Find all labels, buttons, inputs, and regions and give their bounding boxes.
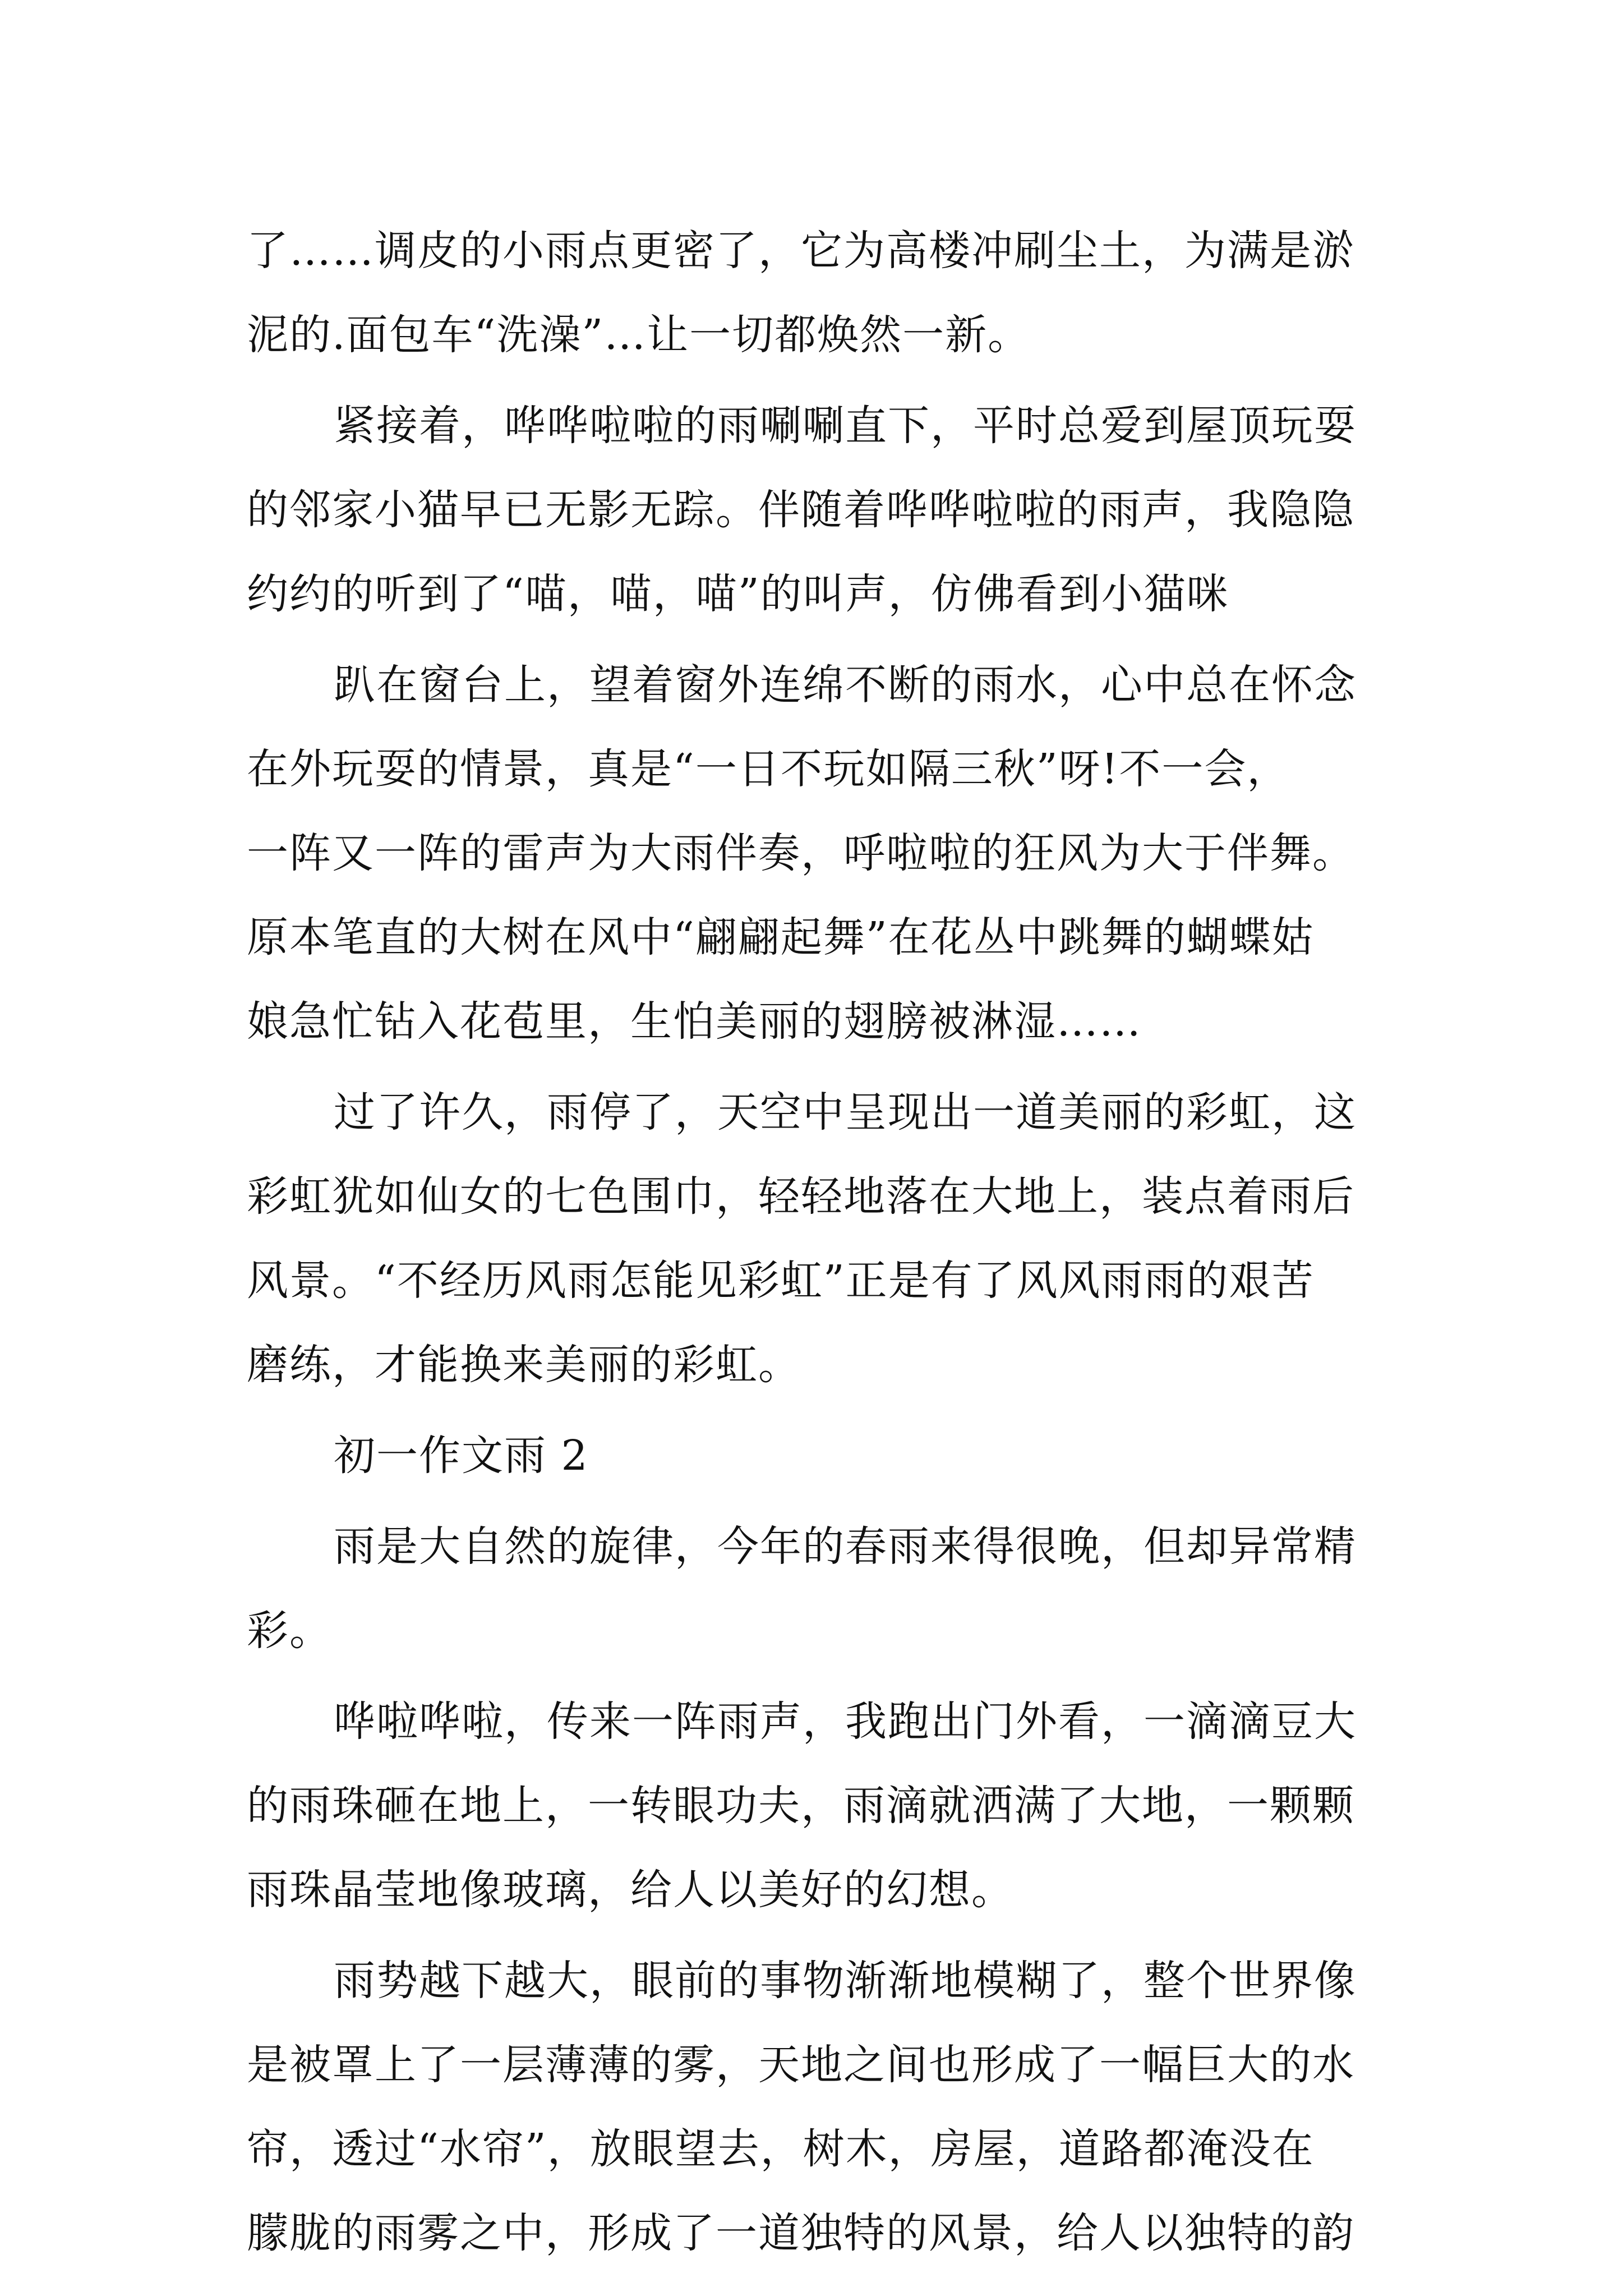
text-line: 一阵又一阵的雷声为大雨伴奏，呼啦啦的狂风为大于伴舞。 <box>247 829 1355 877</box>
text-line: 的邻家小猫早已无影无踪。伴随着哗哗啦啦的雨声，我隐隐 <box>247 486 1355 534</box>
text-line: 紧接着，哗哗啦啦的雨唰唰直下，平时总爱到屋顶玩耍 <box>334 402 1357 450</box>
text-line: 的雨珠砸在地上，一转眼功夫，雨滴就洒满了大地，一颗颗 <box>247 1782 1355 1830</box>
text-line: 原本笔直的大树在风中“翩翩起舞”在花丛中跳舞的蝴蝶姑 <box>247 913 1315 961</box>
paragraph <box>247 1680 1391 1932</box>
text-line: 彩。 <box>247 1607 332 1655</box>
paragraph <box>247 384 1391 636</box>
text-line: 风景。“不经历风雨怎能见彩虹”正是有了风风雨雨的艰苦 <box>247 1257 1315 1305</box>
text-line: 过了许久，雨停了，天空中呈现出一道美丽的彩虹，这 <box>334 1088 1357 1137</box>
paragraph <box>247 209 1391 377</box>
document-body <box>247 209 1391 2275</box>
paragraph <box>247 1504 1391 1673</box>
paragraph <box>247 1070 1391 1407</box>
text-line: 哗啦哗啦，传来一阵雨声，我跑出门外看，一滴滴豆大 <box>334 1697 1357 1746</box>
section-heading <box>247 1414 1391 1498</box>
text-line: 娘急忙钻入花苞里，生怕美丽的翅膀被淋湿…… <box>247 997 1142 1046</box>
text-line: 彩虹犹如仙女的七色围巾，轻轻地落在大地上，装点着雨后 <box>247 1172 1355 1221</box>
paragraph <box>247 1939 1391 2275</box>
paragraph <box>247 643 1391 1064</box>
text-line: 雨是大自然的旋律，今年的春雨来得很晚，但却异常精 <box>334 1522 1357 1571</box>
text-line: 磨练，才能换来美丽的彩虹。 <box>247 1341 801 1389</box>
text-line: 了……调皮的小雨点更密了，它为高楼冲刷尘土，为满是淤 <box>247 227 1355 275</box>
text-line: 雨势越下越大，眼前的事物渐渐地模糊了，整个世界像 <box>334 1957 1357 2005</box>
text-line: 朦胧的雨雾之中，形成了一道独特的风景，给人以独特的韵 <box>247 2209 1355 2257</box>
text-line: 帘，透过“水帘”，放眼望去，树木，房屋，道路都淹没在 <box>247 2125 1315 2173</box>
text-line: 雨珠晶莹地像玻璃，给人以美好的幻想。 <box>247 1866 1014 1914</box>
text-line: 在外玩耍的情景，真是“一日不玩如隔三秋”呀!不一会， <box>247 745 1290 793</box>
text-line: 约约的听到了“喵，喵，喵”的叫声，仿佛看到小猫咪 <box>247 570 1229 618</box>
text-line: 泥的.面包车“洗澡”…让一切都焕然一新。 <box>247 311 1031 359</box>
heading-text: 初一作文雨 2 <box>334 1432 589 1480</box>
text-line: 是被罩上了一层薄薄的雾，天地之间也形成了一幅巨大的水 <box>247 2041 1355 2089</box>
text-line: 趴在窗台上，望着窗外连绵不断的雨水，心中总在怀念 <box>334 661 1357 709</box>
